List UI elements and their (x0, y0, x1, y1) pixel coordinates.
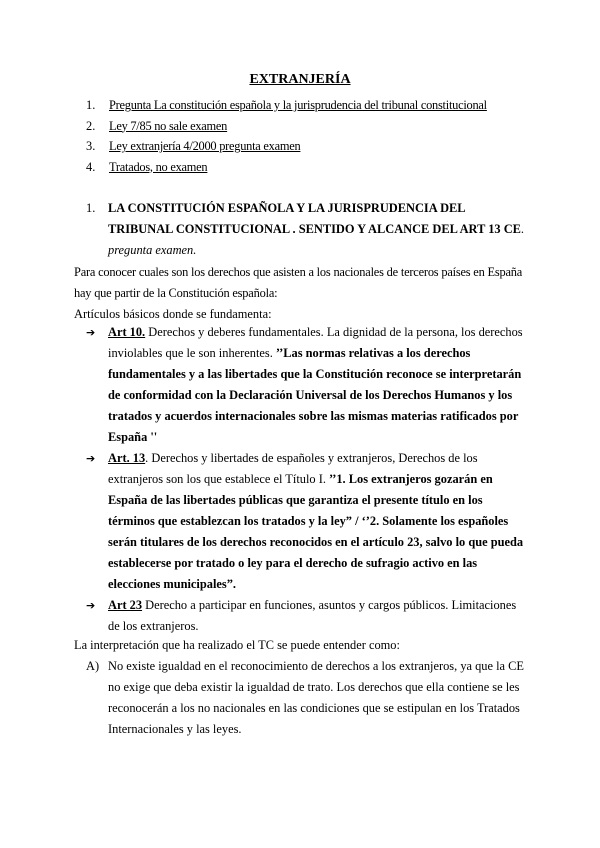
arrow-bullet-icon: ➔ (86, 326, 96, 339)
article-desc: Derechos y deberes fundamentales. La dignidad de la persona, los derechos inviolables que le son inherentes. (108, 325, 523, 360)
exam-note: pregunta examen. (108, 243, 197, 257)
topic-text: Ley extranjería 4/2000 pregunta examen (109, 139, 301, 153)
section-title-end: . (520, 222, 525, 236)
section-heading (86, 198, 526, 261)
topic-number: 3. (86, 139, 96, 153)
article-ref: Art 10. (108, 325, 146, 339)
arrow-bullet-icon: ➔ (86, 599, 96, 612)
tc-intro: La interpretación que ha realizado el TC se puede entender como: (74, 638, 400, 652)
article-item (86, 448, 530, 595)
interpretation-item (86, 656, 530, 740)
article-desc: . Derechos y libertades de españoles y extranjeros, Derechos de los extranjeros son los que establece el Título I. (108, 451, 478, 486)
topic-item (86, 95, 487, 116)
topic-number: 1. (86, 98, 96, 112)
article-item (86, 322, 530, 448)
article-quote: ’’1. Los extranjeros gozarán en España de las libertades públicas que garantiza el presente título en los términos que establezcan los tratados y la ley” / ‘’2. Solamente los españoles serán titulares de los derechos reconocidos en el artículo 23, salvo lo que pueda establecerse por tratado o ley para el derecho de sufragio activo en las elecciones municipales”. (108, 472, 524, 591)
topic-item (86, 116, 487, 137)
item-label: A) (86, 659, 100, 673)
section-number: 1. (86, 201, 96, 215)
page-title: EXTRANJERÍA (249, 72, 351, 87)
articles-intro: Artículos básicos donde se fundamenta: (74, 307, 272, 321)
article-ref: Art. 13 (108, 451, 146, 465)
article-list (86, 322, 530, 637)
intro-paragraph: Para conocer cuales son los derechos que asisten a los nacionales de terceros países en España hay que partir de la Constitución española: (74, 265, 523, 300)
article-quote: ’’Las normas relativas a los derechos fundamentales y a las libertades que la Constitución reconoce se interpretarán de conformidad con la Declaración Universal de los Derechos Humanos y los tratados y acuerdos internacionales sobre las mismas materias ratificados por España '' (108, 346, 522, 444)
arrow-bullet-icon: ➔ (86, 452, 96, 465)
topic-text: Ley 7/85 no sale examen (109, 118, 228, 133)
item-text: No existe igualdad en el reconocimiento de derechos a los extranjeros, ya que la CE no exige que deba existir la igualdad de trato. Los derechos que ella contiene se les reconocerán a los no nacionales en las condiciones que se estipulan en los Tratados Internacionales y las leyes. (108, 659, 524, 736)
section-title: LA CONSTITUCIÓN ESPAÑOLA Y LA JURISPRUDENCIA DEL TRIBUNAL CONSTITUCIONAL . SENTIDO Y ALCANCE DEL ART 13 CE (108, 201, 521, 236)
article-desc: Derecho a participar en funciones, asuntos y cargos públicos. Limitaciones de los extranjeros. (108, 598, 517, 633)
topic-list (86, 95, 487, 177)
topic-text: Pregunta La constitución española y la jurisprudencia del tribunal constitucional (109, 98, 487, 112)
topic-text: Tratados, no examen (109, 159, 208, 174)
topic-item (86, 136, 487, 157)
topic-number: 2. (86, 118, 96, 133)
article-ref: Art 23 (108, 598, 143, 612)
article-item (86, 595, 530, 637)
topic-number: 4. (86, 159, 96, 174)
topic-item (86, 157, 487, 178)
